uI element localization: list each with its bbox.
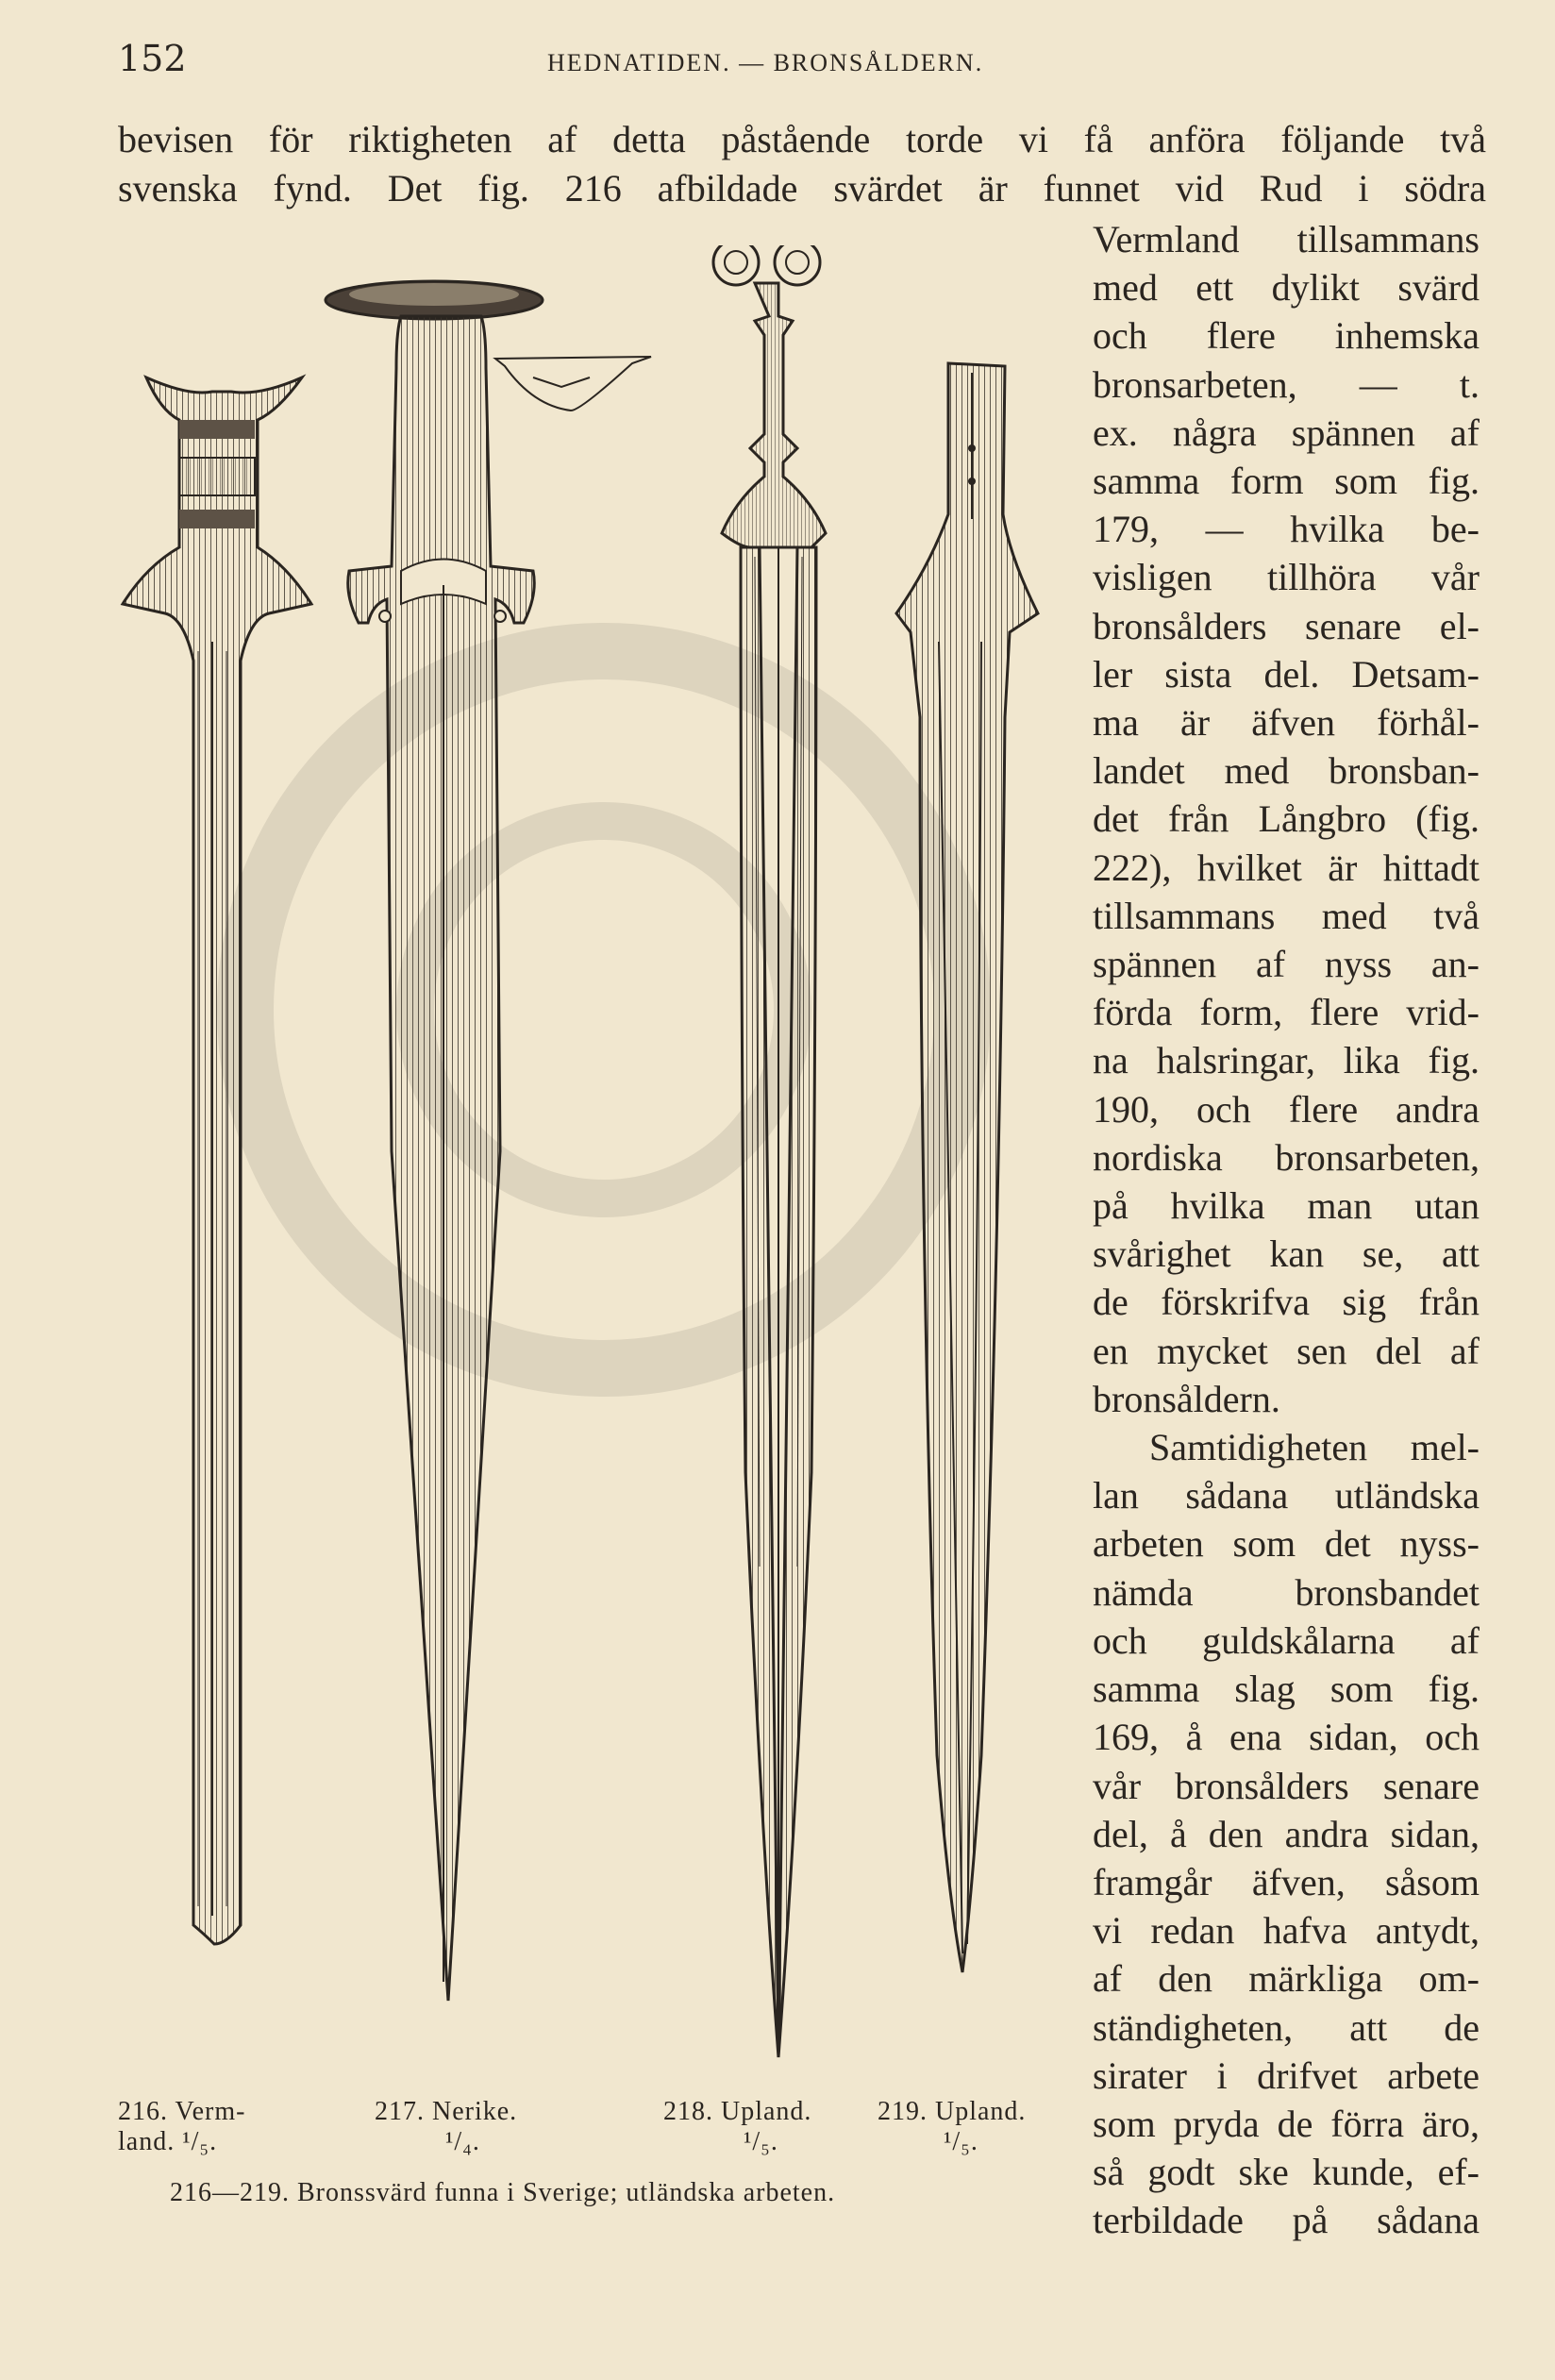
caption-fig-219	[878, 2097, 1026, 2157]
text-line: 190, och flere andra	[1093, 1087, 1480, 1131]
text-line: del, å den andra sidan,	[1093, 1812, 1480, 1855]
text-line: bronsarbeten, — t.	[1093, 362, 1480, 406]
text-line: 169, å ena sidan, och	[1093, 1716, 1480, 1759]
text-line: vår bronsålders senare	[1093, 1764, 1480, 1807]
caption-line: 217. Nerike.	[375, 2097, 518, 2126]
sword-illustrations	[118, 245, 1071, 2095]
caption-line: 218. Upland.	[663, 2097, 812, 2126]
text-line: landet med bronsban-	[1093, 749, 1480, 793]
caption-line: 219. Upland.	[878, 2097, 1027, 2126]
text-line: bevisen för riktigheten af detta påstående torde vi få anföra följande två	[118, 118, 1486, 160]
right-column-text	[1093, 215, 1480, 2245]
text-line: nämda bronsbandet	[1093, 1570, 1480, 1614]
text-line: lan sådana utländska	[1093, 1474, 1480, 1517]
figure-swords-216-219	[118, 245, 1071, 2095]
text-line: na halsringar, lika fig.	[1093, 1039, 1480, 1082]
caption-line: ¹/₄.	[445, 2127, 480, 2156]
sword-218-illustration	[713, 245, 826, 2057]
text-line: som pryda de förra äro,	[1093, 2102, 1480, 2145]
text-line: det från Långbro (fig.	[1093, 797, 1480, 841]
text-line: arbeten som det nyss-	[1093, 1522, 1480, 1566]
text-line: spännen af nyss an-	[1093, 943, 1480, 986]
caption-fig-216	[118, 2097, 245, 2157]
page-number: 152	[118, 38, 187, 79]
text-line: sirater i drifvet arbete	[1093, 2053, 1480, 2097]
text-line: ler sista del. Detsam-	[1093, 652, 1480, 696]
text-line: terbildade på sådana	[1093, 2199, 1480, 2242]
text-line: ex. några spännen af	[1093, 411, 1480, 454]
text-line: nordiska bronsarbeten,	[1093, 1135, 1480, 1179]
sword-216-illustration	[123, 377, 311, 1944]
group-caption: 216—219. Bronssvärd funna i Sverige; utländska arbeten.	[170, 2178, 836, 2207]
sword-219-illustration	[896, 363, 1038, 1972]
caption-line: ¹/₅.	[944, 2127, 978, 2156]
text-line: vi redan hafva antydt,	[1093, 1909, 1480, 1953]
text-line: 222), hvilket är hittadt	[1093, 846, 1480, 889]
text-line: af den märkliga om-	[1093, 1957, 1480, 2001]
text-line: de förskrifva sig från	[1093, 1281, 1480, 1324]
text-line: förda form, flere vrid-	[1093, 991, 1480, 1034]
text-line: visligen tillhöra vår	[1093, 556, 1480, 599]
caption-fig-217	[375, 2097, 517, 2157]
text-line: så godt ske kunde, ef-	[1093, 2151, 1480, 2194]
caption-line: 216. Verm-	[118, 2097, 246, 2126]
caption-line: ¹/₅.	[744, 2127, 778, 2156]
text-line: bronsåldern.	[1093, 1377, 1280, 1420]
text-line: svenska fynd. Det fig. 216 afbildade svärdet är funnet vid Rud i södra	[118, 167, 1486, 210]
text-line: 179, — hvilka be-	[1093, 508, 1480, 551]
text-line: samma form som fig.	[1093, 460, 1480, 503]
text-line: svårighet kan se, att	[1093, 1232, 1480, 1276]
text-line: en mycket sen del af	[1093, 1329, 1480, 1372]
running-head: HEDNATIDEN. — BRONSÅLDERN.	[547, 49, 984, 76]
text-line: ma är äfven förhål-	[1093, 701, 1480, 745]
text-line: framgår äfven, såsom	[1093, 1860, 1480, 1903]
text-line: med ett dylikt svärd	[1093, 266, 1480, 310]
text-line: samma slag som fig.	[1093, 1668, 1480, 1711]
text-line: på hvilka man utan	[1093, 1184, 1480, 1228]
text-line: tillsammans med två	[1093, 894, 1480, 937]
text-line: bronsålders senare el-	[1093, 604, 1480, 647]
text-line: och guldskålarna af	[1093, 1618, 1480, 1662]
caption-line: land. ¹/₅.	[118, 2127, 218, 2156]
page-header	[118, 38, 1477, 85]
intro-paragraph	[118, 115, 1486, 213]
text-line: ständigheten, att de	[1093, 2005, 1480, 2049]
text-line: och flere inhemska	[1093, 314, 1480, 358]
text-line: Vermland tillsammans	[1093, 218, 1480, 260]
text-line: Samtidigheten mel-	[1149, 1426, 1480, 1469]
caption-fig-218	[663, 2097, 811, 2157]
sword-217-illustration	[326, 281, 651, 2001]
